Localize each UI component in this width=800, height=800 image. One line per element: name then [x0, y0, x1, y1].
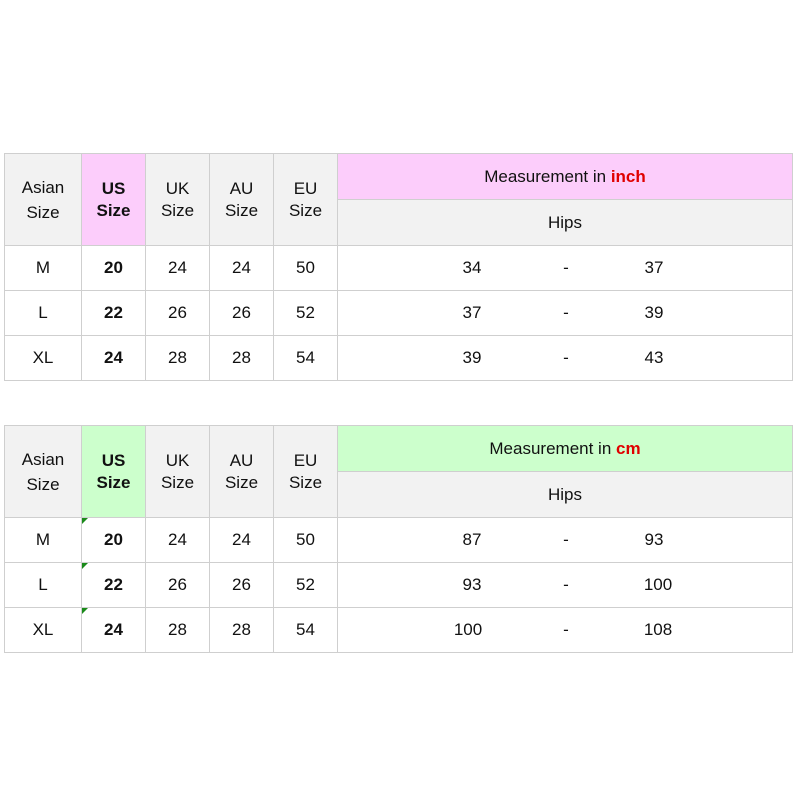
- hips-header: Hips: [338, 200, 793, 246]
- header-eu-size: EU Size: [274, 426, 338, 518]
- hips-min: 37: [462, 303, 482, 322]
- table-row: [5, 336, 793, 381]
- header-eu-size: EU Size: [274, 154, 338, 246]
- hips-cell: [338, 336, 793, 381]
- header-us-size: US Size: [82, 426, 146, 518]
- range-dash: -: [563, 530, 569, 549]
- uk-size-cell: 26: [146, 291, 210, 336]
- range-dash: -: [563, 348, 569, 367]
- comment-marker-icon: [82, 608, 88, 614]
- us-size-cell: 22: [82, 291, 146, 336]
- range-dash: -: [563, 258, 569, 277]
- size-chart-cm-table: [4, 425, 793, 653]
- hips-max: 43: [644, 348, 664, 367]
- hips-cell: [338, 246, 793, 291]
- asian-size-cell: M: [5, 518, 82, 563]
- table-row: [5, 246, 793, 291]
- uk-size-cell: 26: [146, 563, 210, 608]
- au-size-cell: 24: [210, 246, 274, 291]
- range-dash: -: [563, 575, 569, 594]
- table-row: [5, 563, 793, 608]
- header-asian-size: Asian Size: [5, 154, 82, 246]
- uk-size-cell: 28: [146, 608, 210, 653]
- asian-size-cell: M: [5, 246, 82, 291]
- us-size-cell: 20: [82, 246, 146, 291]
- us-size-cell: 24: [82, 336, 146, 381]
- hips-max: 37: [644, 258, 664, 277]
- asian-size-cell: L: [5, 563, 82, 608]
- hips-cell: [338, 608, 793, 653]
- hips-header: Hips: [338, 472, 793, 518]
- asian-size-cell: XL: [5, 608, 82, 653]
- us-size-cell: 24: [82, 608, 146, 653]
- comment-marker-icon: [82, 563, 88, 569]
- us-size-cell: 22: [82, 563, 146, 608]
- eu-size-cell: 52: [274, 291, 338, 336]
- range-dash: -: [563, 303, 569, 322]
- hips-min: 87: [462, 530, 482, 549]
- au-size-cell: 24: [210, 518, 274, 563]
- table-row: [5, 291, 793, 336]
- asian-size-cell: L: [5, 291, 82, 336]
- eu-size-cell: 50: [274, 246, 338, 291]
- measurement-header: Measurement in inch: [338, 154, 793, 200]
- au-size-cell: 26: [210, 563, 274, 608]
- hips-cell: [338, 563, 793, 608]
- au-size-cell: 26: [210, 291, 274, 336]
- header-asian-size: Asian Size: [5, 426, 82, 518]
- uk-size-cell: 24: [146, 246, 210, 291]
- uk-size-cell: 28: [146, 336, 210, 381]
- header-au-size: AU Size: [210, 154, 274, 246]
- header-au-size: AU Size: [210, 426, 274, 518]
- table-row: [5, 608, 793, 653]
- au-size-cell: 28: [210, 608, 274, 653]
- measurement-unit: inch: [610, 166, 646, 186]
- au-size-cell: 28: [210, 336, 274, 381]
- asian-size-cell: XL: [5, 336, 82, 381]
- hips-min: 39: [462, 348, 482, 367]
- hips-min: 34: [462, 258, 482, 277]
- hips-max: 100: [643, 575, 673, 594]
- header-uk-size: UK Size: [146, 154, 210, 246]
- measurement-header: Measurement in cm: [338, 426, 793, 472]
- eu-size-cell: 50: [274, 518, 338, 563]
- eu-size-cell: 54: [274, 608, 338, 653]
- eu-size-cell: 54: [274, 336, 338, 381]
- comment-marker-icon: [82, 518, 88, 524]
- hips-max: 39: [644, 303, 664, 322]
- hips-cell: [338, 291, 793, 336]
- size-chart-inch-table: [4, 153, 793, 381]
- header-us-size: US Size: [82, 154, 146, 246]
- hips-min: 100: [453, 620, 483, 639]
- table-row: [5, 518, 793, 563]
- uk-size-cell: 24: [146, 518, 210, 563]
- range-dash: -: [563, 620, 569, 639]
- measurement-unit: cm: [616, 438, 641, 458]
- eu-size-cell: 52: [274, 563, 338, 608]
- hips-min: 93: [462, 575, 482, 594]
- header-uk-size: UK Size: [146, 426, 210, 518]
- hips-max: 108: [643, 620, 673, 639]
- hips-cell: [338, 518, 793, 563]
- us-size-cell: 20: [82, 518, 146, 563]
- hips-max: 93: [644, 530, 664, 549]
